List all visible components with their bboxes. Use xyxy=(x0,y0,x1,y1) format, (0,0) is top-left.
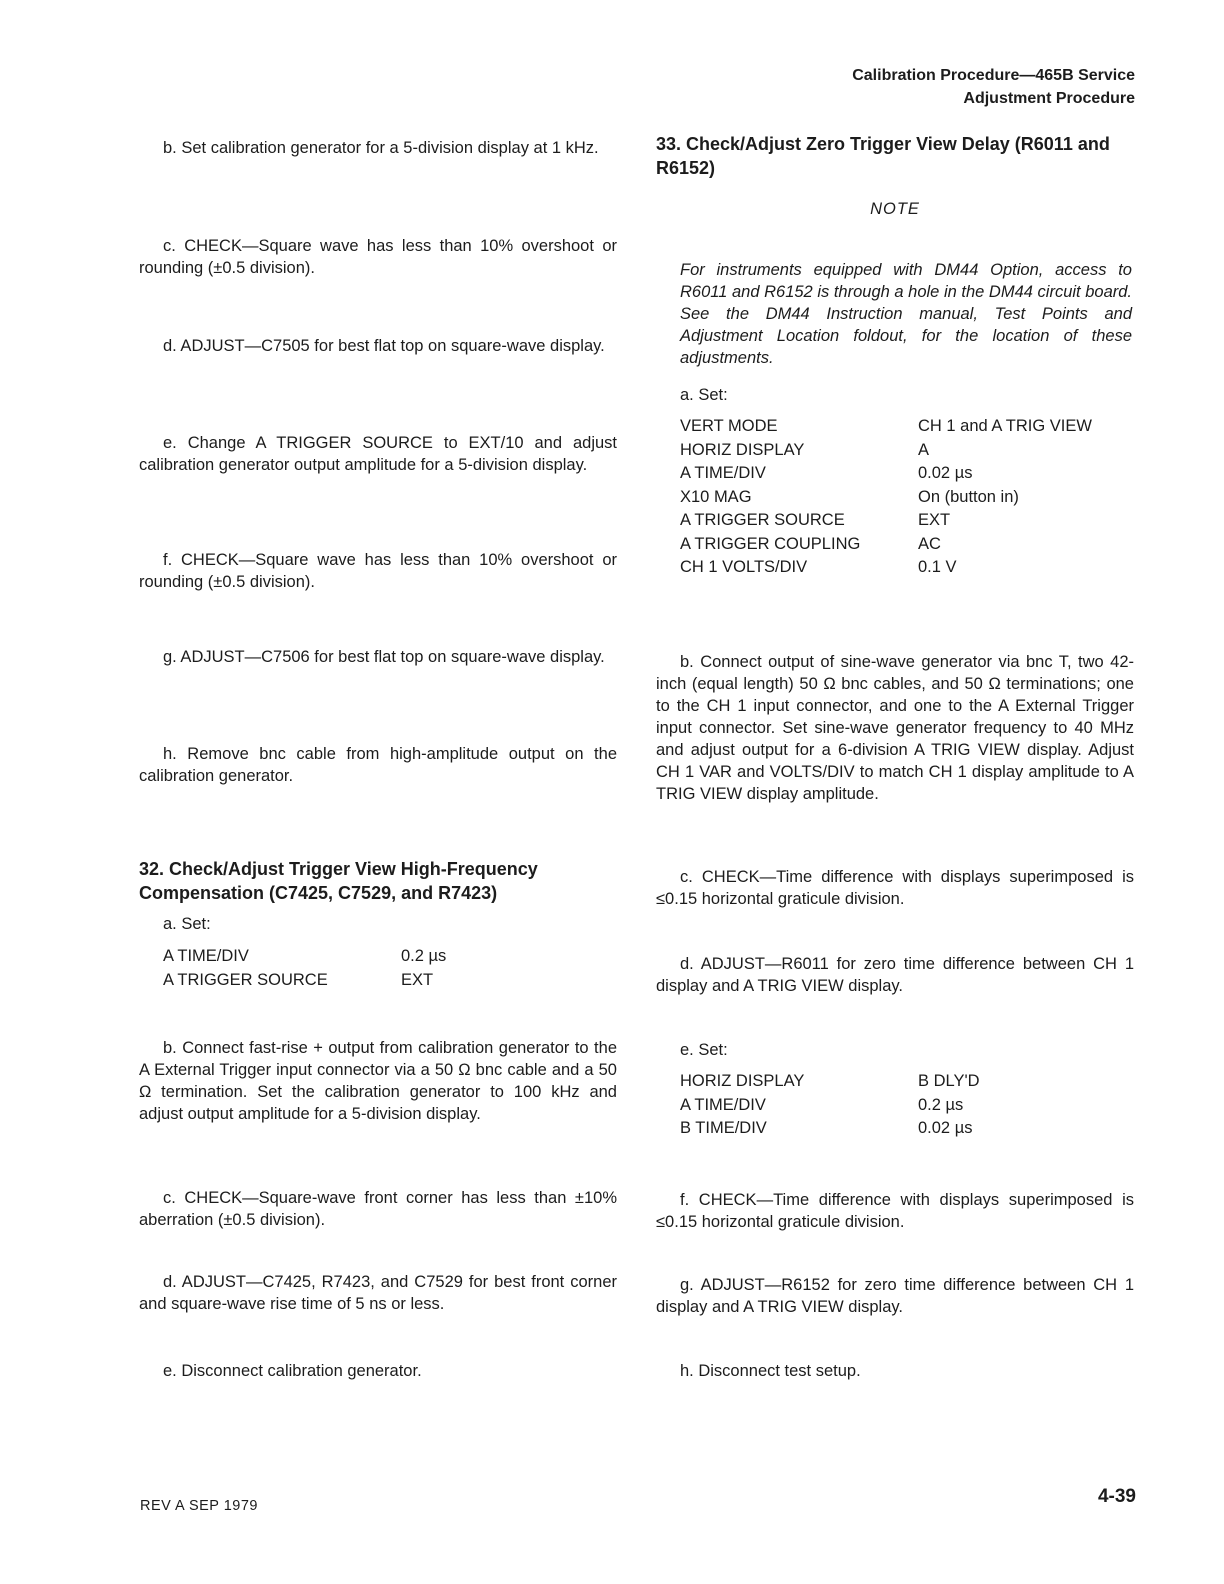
setting-value: A xyxy=(918,440,930,459)
section-32-step-d: d. ADJUST—C7425, R7423, and C7529 for best front corner and square-wave rise time of 5 ns or less. xyxy=(139,1273,617,1313)
section-33-step-c: c. CHECK—Time difference with displays superimposed is ≤0.15 horizontal graticule division. xyxy=(656,868,1134,908)
note-title: NOTE xyxy=(870,200,920,218)
settings-row xyxy=(680,462,1120,486)
section-32-step-e: e. Disconnect calibration generator. xyxy=(163,1362,422,1380)
settings-row xyxy=(163,969,446,993)
setting-label: X10 MAG xyxy=(680,487,752,506)
section-32 xyxy=(139,857,617,992)
section-32-step-c: c. CHECK—Square-wave front corner has less than ±10% aberration (±0.5 division). xyxy=(139,1189,617,1229)
settings-row xyxy=(680,1117,1120,1141)
section-33-settings-e-table xyxy=(680,1070,1120,1141)
section-32-settings-table xyxy=(163,945,446,992)
header-line-2: Adjustment Procedure xyxy=(963,90,1135,107)
setting-label: A TRIGGER SOURCE xyxy=(163,970,328,989)
setting-value: EXT xyxy=(401,970,434,989)
section-32-step-b: b. Connect fast-rise + output from calibration generator to the A External Trigger input connector via a 50 Ω bnc cable and a 50 Ω termination. Set the calibration generator to 100 kHz and adjust output amplitude for a 5-division display. xyxy=(139,1039,617,1123)
setting-label: CH 1 VOLTS/DIV xyxy=(680,558,808,576)
section-33-step-h: h. Disconnect test setup. xyxy=(680,1362,861,1380)
settings-row xyxy=(680,439,1120,463)
setting-value: 0.02 µs xyxy=(918,1119,973,1137)
page-number: 4-39 xyxy=(1097,1486,1136,1507)
settings-row xyxy=(680,509,1120,533)
step-d-left: d. ADJUST—C7505 for best flat top on square-wave display. xyxy=(163,337,605,355)
settings-row xyxy=(163,945,446,969)
section-33-step-f: f. CHECK—Time difference with displays superimposed is ≤0.15 horizontal graticule division. xyxy=(656,1191,1134,1231)
step-c-left: c. CHECK—Square wave has less than 10% overshoot or rounding (±0.5 division). xyxy=(139,237,617,277)
setting-label: A TIME/DIV xyxy=(680,464,766,482)
step-b-left: b. Set calibration generator for a 5-division display at 1 kHz. xyxy=(163,139,599,157)
settings-row xyxy=(680,556,1120,580)
setting-value: 0.2 µs xyxy=(918,1095,964,1114)
setting-value: EXT xyxy=(918,511,951,529)
setting-value: On (button in) xyxy=(918,487,1019,506)
setting-label: A TIME/DIV xyxy=(163,947,249,965)
section-33-step-a: a. Set: xyxy=(680,386,728,404)
section-33-step-g: g. ADJUST—R6152 for zero time difference between CH 1 display and A TRIG VIEW display. xyxy=(656,1276,1134,1316)
section-33-step-d: d. ADJUST—R6011 for zero time difference between CH 1 display and A TRIG VIEW display. xyxy=(656,955,1134,995)
setting-value: CH 1 and A TRIG VIEW xyxy=(918,417,1092,435)
step-g-left: g. ADJUST—C7506 for best flat top on square-wave display. xyxy=(163,648,605,666)
setting-label: HORIZ DISPLAY xyxy=(680,1072,805,1090)
setting-value: 0.1 V xyxy=(918,558,957,576)
setting-label: VERT MODE xyxy=(680,417,778,435)
settings-row xyxy=(680,533,1120,557)
running-header xyxy=(852,64,1135,110)
step-h-left: h. Remove bnc cable from high-amplitude output on the calibration generator. xyxy=(139,745,617,785)
setting-label: B TIME/DIV xyxy=(680,1119,767,1137)
note-text: For instruments equipped with DM44 Option, access to R6011 and R6152 is through a hole in the DM44 circuit board. See the DM44 Instruction manual, Test Points and Adjustment Location foldout, for the location of these adjustments. xyxy=(680,260,1132,367)
settings-row xyxy=(680,1094,1120,1118)
settings-row xyxy=(680,415,1120,439)
setting-label: A TRIGGER COUPLING xyxy=(680,534,861,553)
setting-label: A TRIGGER SOURCE xyxy=(680,511,845,529)
step-e-left: e. Change A TRIGGER SOURCE to EXT/10 and adjust calibration generator output amplitude for a 5-division display. xyxy=(139,434,617,474)
setting-label: A TIME/DIV xyxy=(680,1095,766,1114)
step-f-left: f. CHECK—Square wave has less than 10% overshoot or rounding (±0.5 division). xyxy=(139,551,617,591)
setting-label: HORIZ DISPLAY xyxy=(680,440,805,459)
settings-row xyxy=(680,1070,1120,1094)
section-33-title: 33. Check/Adjust Zero Trigger View Delay (R6011 and R6152) xyxy=(656,134,1110,178)
setting-value: AC xyxy=(918,534,941,553)
setting-value: 0.2 µs xyxy=(401,947,447,965)
header-line-1: Calibration Procedure—465B Service xyxy=(852,67,1135,84)
section-32-title: 32. Check/Adjust Trigger View High-Frequency Compensation (C7425, C7529, and R7423) xyxy=(139,859,538,903)
section-32-step-a: a. Set: xyxy=(163,915,211,933)
settings-row xyxy=(680,486,1120,510)
setting-value: B DLY'D xyxy=(918,1072,980,1090)
revision-date: REV A SEP 1979 xyxy=(140,1498,258,1514)
setting-value: 0.02 µs xyxy=(918,464,973,482)
section-33-step-b: b. Connect output of sine-wave generator via bnc T, two 42-inch (equal length) 50 Ω bnc cables, and 50 Ω terminations; one to the CH 1 input connector, and one to the A External Trigger input connector. Set sine-wave generator frequency to 40 MHz and adjust output for a 6-division A TRIG VIEW display. Adjust CH 1 VAR and VOLTS/DIV to match CH 1 display amplitude to A TRIG VIEW display amplitude. xyxy=(656,653,1134,803)
section-33-step-e: e. Set: xyxy=(680,1041,728,1059)
section-33-settings-a-table xyxy=(680,415,1120,580)
